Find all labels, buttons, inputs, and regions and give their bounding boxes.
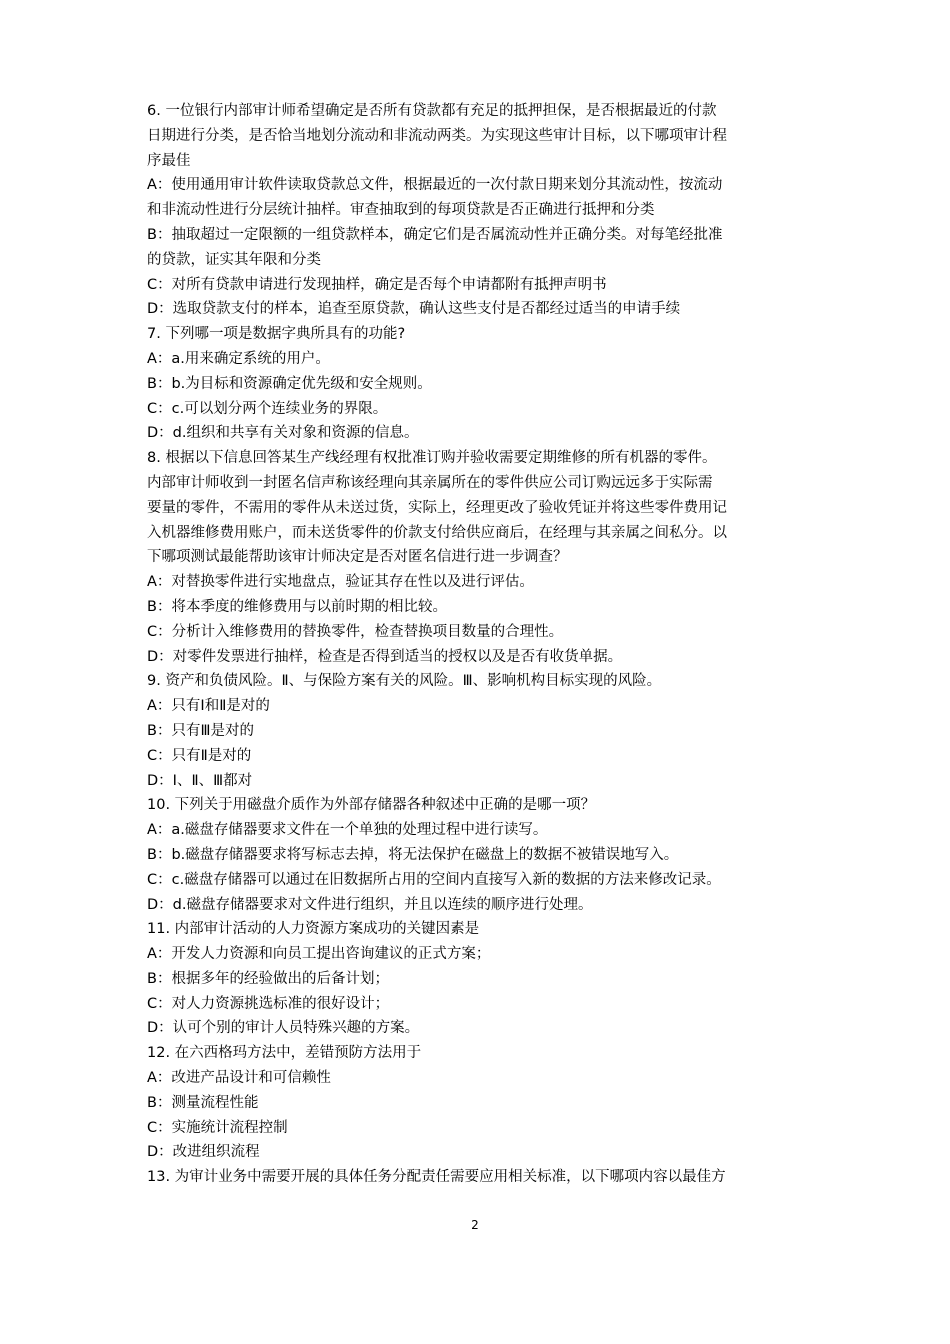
- text-line: B：b.为目标和资源确定优先级和安全规则。: [147, 375, 432, 392]
- text-line: D：d.组织和共享有关对象和资源的信息。: [147, 425, 419, 442]
- text-line: 7. 下列哪一项是数据字典所具有的功能?: [147, 326, 406, 343]
- text-line: 序最佳: [147, 152, 191, 169]
- text-line: 下哪项测试最能帮助该审计师决定是否对匿名信进行进一步调查？: [147, 549, 568, 566]
- text-line: C：c.磁盘存储器可以通过在旧数据所占用的空间内直接写入新的数据的方法来修改记录。: [147, 871, 721, 888]
- text-line: C：实施统计流程控制: [147, 1119, 288, 1136]
- text-line: C：分析计入维修费用的替换零件，检查替换项目数量的合理性。: [147, 623, 564, 640]
- text-line: B：测量流程性能: [147, 1094, 259, 1111]
- text-line: D：认可个别的审计人员特殊兴趣的方案。: [147, 1020, 420, 1037]
- text-line: 6. 一位银行内部审计师希望确定是否所有贷款都有充足的抵押担保，是否根据最近的付款: [147, 103, 717, 119]
- text-line: C：只有Ⅱ是对的: [147, 747, 252, 764]
- text-line: C：对所有贷款申请进行发现抽样，确定是否每个申请都附有抵押声明书: [147, 276, 607, 293]
- text-line: A：只有Ⅰ和Ⅱ是对的: [147, 698, 270, 715]
- text-line: A：改进产品设计和可信赖性: [147, 1070, 331, 1087]
- text-line: 9. 资产和负债风险。Ⅱ、与保险方案有关的风险。Ⅲ、影响机构目标实现的风险。: [147, 673, 662, 690]
- text-line: 11. 内部审计活动的人力资源方案成功的关键因素是: [147, 921, 480, 938]
- document-body: [147, 99, 815, 1190]
- text-line: B：b.磁盘存储器要求将写标志去掉，将无法保护在磁盘上的数据不被错误地写入。: [147, 846, 679, 863]
- text-line: C：对人力资源挑选标准的很好设计；: [147, 995, 390, 1012]
- text-line: B：根据多年的经验做出的后备计划；: [147, 970, 389, 987]
- text-line: 内部审计师收到一封匿名信声称该经理向其亲属所在的零件供应公司订购远远多于实际需: [147, 474, 713, 491]
- page-number: 2: [471, 1218, 479, 1232]
- text-line: D：对零件发票进行抽样，检查是否得到适当的授权以及是否有收货单据。: [147, 648, 623, 665]
- text-line: 的贷款，证实其年限和分类: [147, 251, 321, 268]
- text-line: 12. 在六西格玛方法中，差错预防方法用于: [147, 1045, 422, 1062]
- text-line: A：使用通用审计软件读取贷款总文件，根据最近的一次付款日期来划分其流动性，按流动: [147, 177, 723, 194]
- text-line: A：对替换零件进行实地盘点，验证其存在性以及进行评估。: [147, 574, 534, 591]
- text-line: 13. 为审计业务中需要开展的具体任务分配责任需要应用相关标准，以下哪项内容以最佳方: [147, 1169, 726, 1186]
- text-line: 日期进行分类，是否恰当地划分流动和非流动两类。为实现这些审计目标，以下哪项审计程: [147, 127, 727, 144]
- text-line: 和非流动性进行分层统计抽样。审查抽取到的每项贷款是否正确进行抵押和分类: [147, 202, 655, 219]
- text-line: 8. 根据以下信息回答某生产线经理有权批准订购并验收需要定期维修的所有机器的零件。: [147, 450, 717, 467]
- text-line: D：Ⅰ、Ⅱ、Ⅲ都对: [147, 772, 253, 789]
- text-line: B：将本季度的维修费用与以前时期的相比较。: [147, 598, 447, 615]
- text-line: 要量的零件，不需用的零件从未送过货，实际上，经理更改了验收凭证并将这些零件费用记: [147, 499, 727, 516]
- text-line: D：改进组织流程: [147, 1144, 260, 1161]
- text-line: A：a.用来确定系统的用户。: [147, 350, 330, 367]
- text-line: C：c.可以划分两个连续业务的界限。: [147, 400, 388, 417]
- text-line: A：a.磁盘存储器要求文件在一个单独的处理过程中进行读写。: [147, 822, 548, 839]
- text-line: B：只有Ⅲ是对的: [147, 722, 254, 739]
- text-line: 10. 下列关于用磁盘介质作为外部存储器各种叙述中正确的是哪一项？: [147, 797, 596, 814]
- text-line: B：抽取超过一定限额的一组贷款样本，确定它们是否属流动性并正确分类。对每笔经批准: [147, 226, 723, 243]
- text-line: D：选取贷款支付的样本，追查至原贷款，确认这些支付是否都经过适当的申请手续: [147, 301, 681, 318]
- text-line: 入机器维修费用账户，而未送货零件的价款支付给供应商后，在经理与其亲属之间私分。以: [147, 524, 727, 541]
- text-line: A：开发人力资源和向员工提出咨询建议的正式方案；: [147, 946, 491, 963]
- text-line: D：d.磁盘存储器要求对文件进行组织，并且以连续的顺序进行处理。: [147, 896, 593, 913]
